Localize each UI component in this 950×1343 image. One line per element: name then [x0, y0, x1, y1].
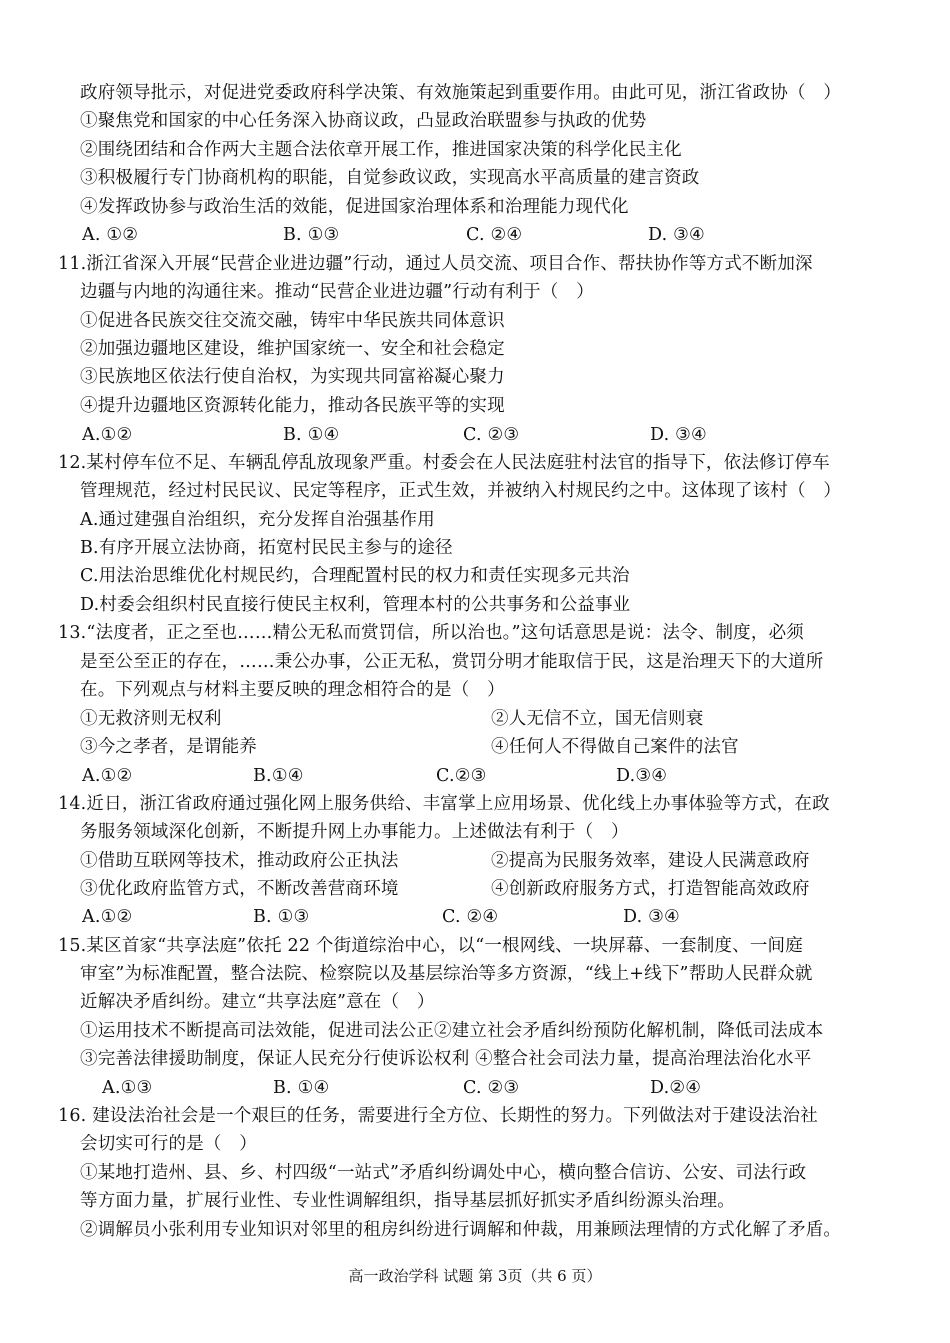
q10-option-1: ①聚焦党和国家的中心任务深入协商议政，凸显政治联盟参与执政的优势 [80, 111, 647, 131]
q11-option-3: ③民族地区依法行使自治权，为实现共同富裕凝心聚力 [80, 367, 505, 387]
q12-stem-line2: 管理规范，经过村民民议、民定等程序，正式生效，并被纳入村规民约之中。这体现了该村（ ） [80, 481, 842, 501]
q14-option-4: ④创新政府服务方式，打造智能高效政府 [491, 879, 810, 899]
q11-option-4: ④提升边疆地区资源转化能力，推动各民族平等的实现 [80, 396, 505, 416]
q10-option-4: ④发挥政协参与政治生活的效能，促进国家治理体系和治理能力现代化 [80, 197, 629, 217]
q11-choice-d: D. ③④ [650, 425, 707, 445]
q11-choice-c: C. ②③ [463, 425, 520, 445]
q12-option-b: B.有序开展立法协商，拓宽村民民主参与的途径 [80, 538, 453, 558]
q16-option-2: ②调解员小张利用专业知识对邻里的租房纠纷进行调解和仲裁，用兼顾法理情的方式化解了矛盾。 [80, 1220, 842, 1240]
q10-choice-d: D. ③④ [648, 225, 705, 245]
q10-option-2: ②围绕团结和合作两大主题合法依章开展工作，推进国家决策的科学化民主化 [80, 140, 682, 160]
q11-option-1: ①促进各民族交往交流交融，铸牢中华民族共同体意识 [80, 311, 505, 331]
q13-option-3: ③今之孝者，是谓能养 [80, 737, 257, 757]
q15-choice-a: A.①③ [102, 1078, 153, 1098]
q14-option-2: ②提高为民服务效率，建设人民满意政府 [491, 851, 810, 871]
q10-choice-a: A. ①② [82, 225, 139, 245]
q15-options-line2: ③完善法律援助制度，保证人民充分行使诉讼权利 ④整合社会司法力量，提高治理法治化水平 [80, 1049, 812, 1069]
q16-stem-line2: 会切实可行的是（ ） [80, 1134, 257, 1154]
q13-stem-line3: 在。下列观点与材料主要反映的理念相符合的是（ ） [80, 680, 505, 700]
q14-choice-c: C. ②④ [442, 907, 499, 927]
q13-option-1: ①无救济则无权利 [80, 709, 222, 729]
q13-stem-line1: 13.“法度者，正之至也……精公无私而赏罚信，所以治也。”这句话意思是说：法令、制度，必须 [58, 623, 804, 643]
q14-option-1: ①借助互联网等技术，推动政府公正执法 [80, 851, 399, 871]
q15-choice-c: C. ②③ [463, 1078, 520, 1098]
q16-stem-line1: 16. 建设法治社会是一个艰巨的任务，需要进行全方位、长期性的努力。下列做法对于建设法治社 [58, 1106, 818, 1126]
q10-option-3: ③积极履行专门协商机构的职能，自觉参政议政，实现高水平高质量的建言资政 [80, 168, 700, 188]
q14-stem-line2: 务服务领域深化创新，不断提升网上办事能力。上述做法有利于（ ） [80, 822, 629, 842]
q14-choice-d: D. ③④ [623, 907, 680, 927]
q11-stem-line1: 11.浙江省深入开展“民营企业进边疆”行动，通过人员交流、项目合作、帮扶协作等方式不断加深 [58, 254, 813, 274]
q16-option-1-line1: ①某地打造州、县、乡、村四级“一站式”矛盾纠纷调处中心，横向整合信访、公安、司法行政 [80, 1163, 807, 1183]
q13-choice-c: C.②③ [436, 766, 487, 786]
q13-choice-a: A.①② [82, 766, 133, 786]
q11-stem-line2: 边疆与内地的沟通往来。推动“民营企业进边疆”行动有利于（ ） [80, 282, 594, 302]
q12-option-c: C.用法治思维优化村规民约，合理配置村民的权力和责任实现多元共治 [80, 566, 630, 586]
q13-stem-line2: 是至公至正的存在，……秉公办事，公正无私，赏罚分明才能取信于民，这是治理天下的大道所 [80, 652, 824, 672]
q14-stem-line1: 14.近日，浙江省政府通过强化网上服务供给、丰富掌上应用场景、优化线上办事体验等方式，在政 [58, 794, 830, 814]
q14-choice-a: A.①② [82, 907, 133, 927]
q15-choice-b: B. ①④ [273, 1078, 330, 1098]
q11-option-2: ②加强边疆地区建设，维护国家统一、安全和社会稳定 [80, 339, 505, 359]
q11-choice-b: B. ①④ [283, 425, 340, 445]
page-footer: 高一政治学科 试题 第 3页（共 6 页） [348, 1267, 602, 1285]
q12-option-a: A.通过建强自治组织，充分发挥自治强基作用 [80, 510, 435, 530]
q10-choice-b: B. ①③ [283, 225, 340, 245]
q13-choice-d: D.③④ [616, 766, 668, 786]
q13-option-4: ④任何人不得做自己案件的法官 [491, 737, 739, 757]
q16-option-1-line2: 等方面力量，扩展行业性、专业性调解组织，指导基层抓好抓实矛盾纠纷源头治理。 [80, 1191, 735, 1211]
q14-choice-b: B. ①③ [253, 907, 310, 927]
q13-option-2: ②人无信不立，国无信则衰 [491, 709, 704, 729]
q15-stem-line3: 近解决矛盾纠纷。建立“共享法庭”意在（ ） [80, 992, 435, 1012]
q15-choice-d: D.②④ [650, 1078, 702, 1098]
q10-choice-c: C. ②④ [466, 225, 523, 245]
q15-stem-line1: 15.某区首家“共享法庭”依托 22 个街道综治中心，以“一根网线、一块屏幕、一套制度、一间庭 [58, 936, 803, 956]
q12-stem-line1: 12.某村停车位不足、车辆乱停乱放现象严重。村委会在人民法庭驻村法官的指导下，依法修订停车 [58, 453, 830, 473]
q12-option-d: D.村委会组织村民直接行使民主权利，管理本村的公共事务和公益事业 [80, 595, 631, 615]
q11-choice-a: A.①② [82, 425, 133, 445]
q14-option-3: ③优化政府监管方式，不断改善营商环境 [80, 879, 399, 899]
q15-stem-line2: 审室”为标准配置，整合法院、检察院以及基层综治等多方资源，“线上+线下”帮助人民群众就 [80, 964, 813, 984]
q15-options-line1: ①运用技术不断提高司法效能，促进司法公正②建立社会矛盾纠纷预防化解机制，降低司法成本 [80, 1021, 824, 1041]
q10-stem-tail: 政府领导批示，对促进党委政府科学决策、有效施策起到重要作用。由此可见，浙江省政协（ ） [80, 83, 842, 103]
q13-choice-b: B.①④ [253, 766, 304, 786]
